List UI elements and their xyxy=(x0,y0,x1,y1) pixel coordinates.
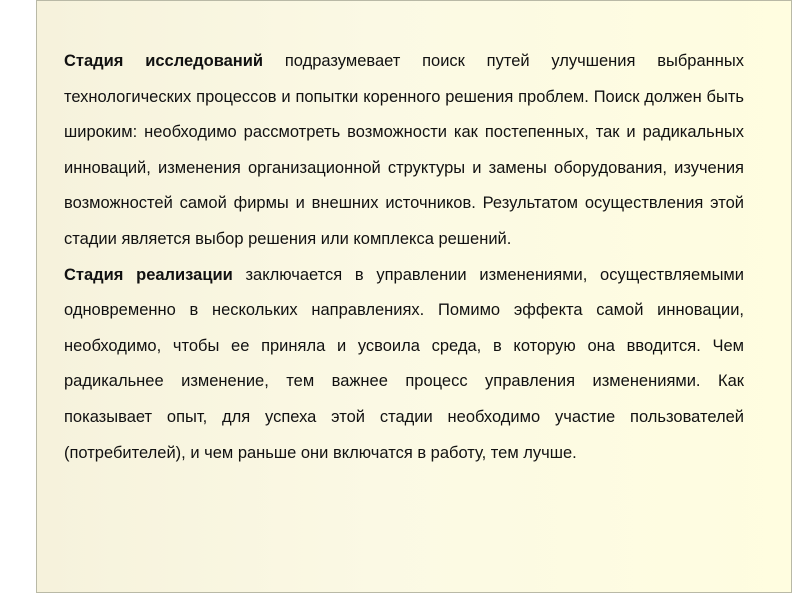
term-implementation-stage: Стадия реализации xyxy=(64,265,233,284)
implementation-stage-text: заключается в управлении изменениями, осуществляемыми одновременно в нескольких направлениях. Помимо эффекта самой инновации, необходимо, чтобы ее приняла и усвоила среда, в которую она вводится. Чем радикальнее изменение, тем важнее процесс управления изменениями. Как показывает опыт, для успеха этой стадии необходимо участие пользователей (потребителей), и чем раньше они включатся в работу, тем лучше. xyxy=(64,265,744,462)
paragraph-research-stage xyxy=(64,44,744,258)
term-research-stage: Стадия исследований xyxy=(64,52,264,70)
text-block xyxy=(64,44,744,471)
paragraph-implementation-stage xyxy=(64,258,744,472)
research-stage-text: подразумевает поиск путей улучшения выбранных технологических процессов и попытки коренного решения проблем. Поиск должен быть широким: необходимо рассмотреть возможности как постепенных, так и радикальных инноваций, изменения организационной структуры и замены оборудования, изучения возможностей самой фирмы и внешних источников. Результатом осуществления этой стадии является выбор решения или комплекса решений. xyxy=(64,52,744,248)
